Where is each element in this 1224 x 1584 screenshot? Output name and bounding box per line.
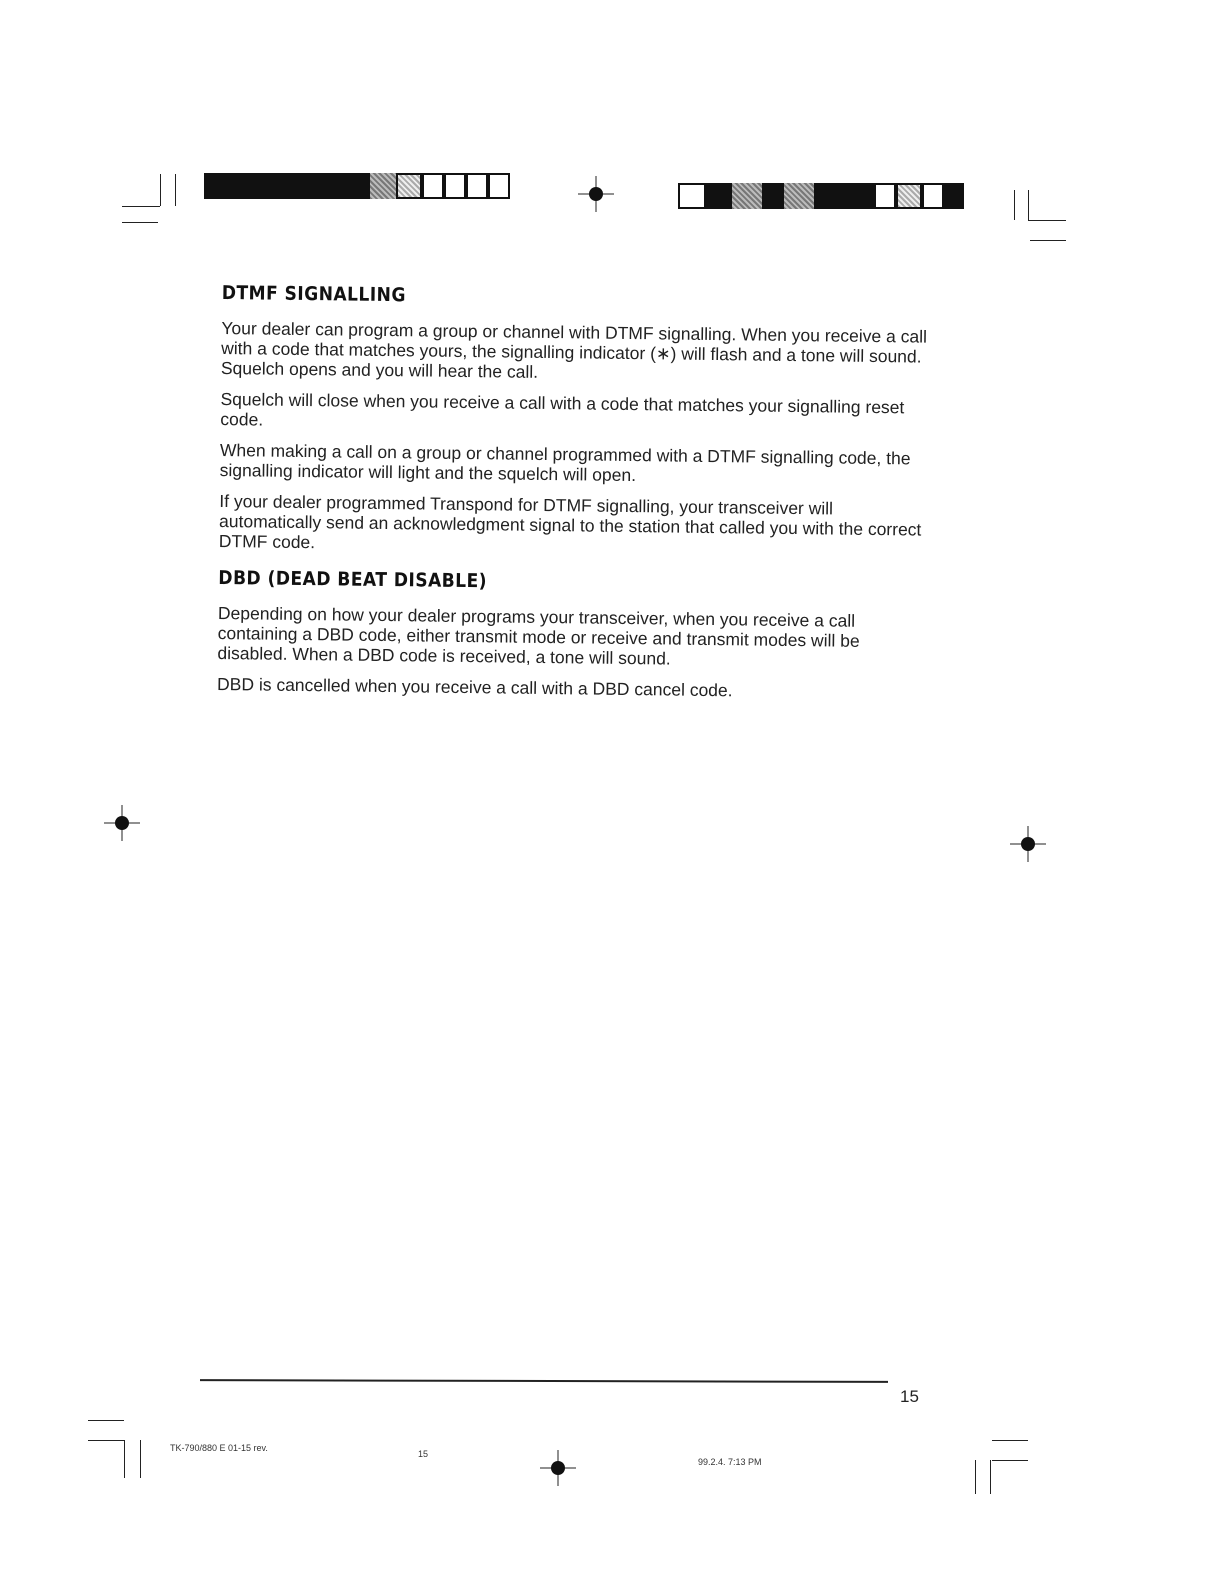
paragraph: Depending on how your dealer programs your transceiver, when you receive a call containing a DBD code, either transmit mode or receive and transmit modes will be disabled. When a DBD code is received, a tone will sound. [217, 602, 860, 669]
bar-segment [204, 173, 370, 199]
paragraph: Your dealer can program a group or channel with DTMF signalling. When you receive a call with a code that matches yours, the signalling indicator (∗) will flash and a tone will sound. Squelch opens and you will hear the call. [220, 317, 928, 382]
paragraph: Squelch will close when you receive a call with a code that matches your signalling reset code. [220, 388, 905, 430]
bar-segment [678, 183, 706, 209]
bar-segment [762, 183, 784, 209]
registration-bar-right [678, 183, 984, 209]
bar-segment [896, 183, 922, 209]
bar-segment [732, 183, 762, 209]
registration-target-icon [578, 176, 614, 212]
bar-segment [922, 183, 944, 209]
bar-segment [370, 173, 396, 199]
page-content [217, 282, 932, 714]
bar-segment [396, 173, 422, 199]
bar-segment [814, 183, 874, 209]
crop-mark-bottom-right-h2 [992, 1460, 1028, 1461]
footer-page-ref: 15 [418, 1449, 429, 1459]
registration-target-icon [1010, 826, 1046, 862]
paragraph: If your dealer programmed Transpond for DTMF signalling, your transceiver will automatically send an acknowledgment signal to the station that called you with the correct DTMF code. [218, 490, 922, 553]
bar-segment [874, 183, 896, 209]
section-dtmf-signalling [219, 282, 932, 560]
footer-timestamp: 99.2.4. 7:13 PM [698, 1457, 762, 1467]
bar-segment [422, 173, 444, 199]
footer-rule [200, 1379, 888, 1383]
crop-mark-bottom-right-v2 [990, 1460, 991, 1494]
paragraph: When making a call on a group or channel programmed with a DTMF signalling code, the signalling indicator will light and the squelch will open. [219, 439, 911, 486]
crop-mark-top-left-v [160, 174, 161, 206]
crop-mark-bottom-left-v2 [140, 1440, 141, 1478]
crop-mark-top-right-h [1028, 220, 1066, 221]
crop-mark-top-left-h2 [122, 222, 158, 223]
bar-segment [706, 183, 732, 209]
footer-file-label: TK-790/880 E 01-15 rev. [170, 1443, 268, 1453]
crop-mark-bottom-right-v [975, 1460, 976, 1494]
crop-mark-bottom-left-v [124, 1440, 125, 1478]
registration-bar-left [204, 173, 510, 199]
bar-segment [444, 173, 466, 199]
crop-mark-top-right-v2 [1028, 190, 1029, 220]
crop-mark-bottom-left-h2 [88, 1440, 124, 1441]
crop-mark-bottom-right-h [992, 1440, 1028, 1441]
crop-mark-top-right-h2 [1030, 240, 1066, 241]
bar-segment [488, 173, 510, 199]
bar-segment [944, 183, 964, 209]
crop-mark-top-right-v [1014, 190, 1015, 220]
crop-mark-bottom-left-h [88, 1420, 124, 1421]
bar-segment [466, 173, 488, 199]
crop-mark-top-left-h [122, 206, 160, 207]
section-dbd [217, 567, 928, 703]
registration-target-icon [540, 1450, 576, 1486]
paragraph: DBD is cancelled when you receive a call with a DBD cancel code. [216, 673, 733, 701]
section-heading: DTMF SIGNALLING [221, 282, 407, 307]
section-heading: DBD (DEAD BEAT DISABLE) [218, 566, 488, 593]
bar-segment [784, 183, 814, 209]
registration-target-icon [104, 805, 140, 841]
crop-mark-top-left-v2 [175, 174, 176, 206]
page-number: 15 [900, 1387, 919, 1406]
